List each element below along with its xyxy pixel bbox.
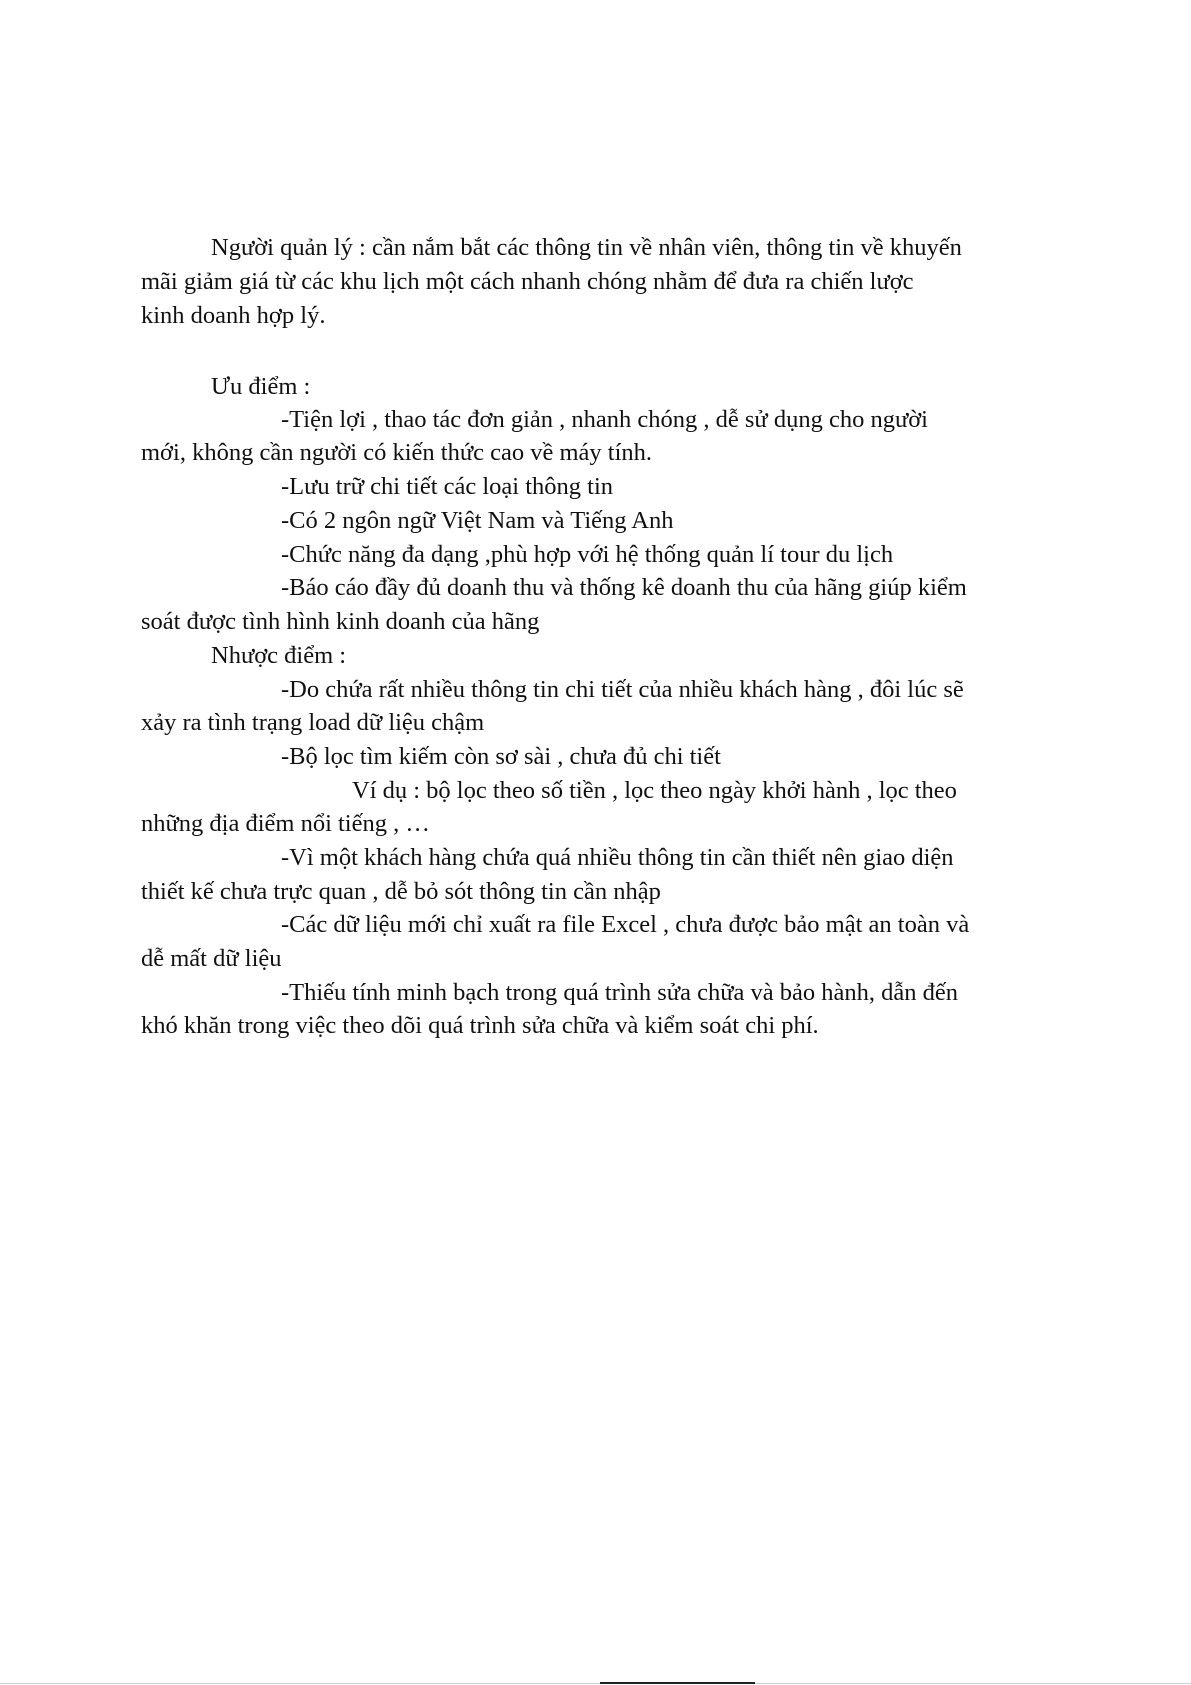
advantage-item-2: -Lưu trữ chi tiết các loại thông tin (281, 473, 614, 500)
disadvantage-item-4-line-2: dễ mất dữ liệu (141, 945, 282, 972)
page-bottom-rule (0, 1683, 1191, 1684)
manager-paragraph-line-3: kinh doanh hợp lý. (141, 302, 326, 329)
disadvantage-item-5-line-1: -Thiếu tính minh bạch trong quá trình sửa chữa và bảo hành, dẫn đến (281, 979, 958, 1006)
disadvantage-item-3-line-1: -Vì một khách hàng chứa quá nhiều thông tin cần thiết nên giao diện (281, 844, 954, 871)
disadvantage-item-2: -Bộ lọc tìm kiếm còn sơ sài , chưa đủ chi tiết (281, 743, 721, 770)
page-bottom-dash (600, 1682, 755, 1684)
disadvantages-heading: Nhược điểm : (211, 642, 347, 669)
disadvantage-item-1-line-2: xảy ra tình trạng load dữ liệu chậm (141, 709, 485, 736)
advantage-item-1-line-2: mới, không cần người có kiến thức cao về máy tính. (141, 439, 653, 466)
advantage-item-1-line-1: -Tiện lợi , thao tác đơn giản , nhanh chóng , dễ sử dụng cho người (281, 406, 928, 433)
advantage-item-4: -Chức năng đa dạng ,phù hợp với hệ thống quản lí tour du lịch (281, 541, 894, 568)
disadvantage-item-4-line-1: -Các dữ liệu mới chỉ xuất ra file Excel , chưa được bảo mật an toàn và (281, 911, 970, 938)
disadvantage-example-line-1: Ví dụ : bộ lọc theo số tiền , lọc theo ngày khởi hành , lọc theo (352, 777, 957, 804)
advantage-item-5-line-1: -Báo cáo đầy đủ doanh thu và thống kê doanh thu của hãng giúp kiểm (281, 574, 967, 601)
disadvantage-item-3-line-2: thiết kế chưa trực quan , dễ bỏ sót thông tin cần nhập (141, 878, 661, 905)
disadvantage-item-5-line-2: khó khăn trong việc theo dõi quá trình sửa chữa và kiểm soát chi phí. (141, 1012, 819, 1039)
manager-paragraph-line-1: Người quản lý : cần nắm bắt các thông tin về nhân viên, thông tin về khuyến (211, 234, 962, 261)
advantages-heading: Ưu điểm : (211, 373, 311, 400)
disadvantage-example-line-2: những địa điểm nổi tiếng , … (141, 810, 430, 837)
disadvantage-item-1-line-1: -Do chứa rất nhiều thông tin chi tiết của nhiều khách hàng , đôi lúc sẽ (281, 676, 964, 703)
advantage-item-5-line-2: soát được tình hình kinh doanh của hãng (141, 608, 540, 635)
advantage-item-3: -Có 2 ngôn ngữ Việt Nam và Tiếng Anh (281, 507, 674, 534)
manager-paragraph-line-2: mãi giảm giá từ các khu lịch một cách nhanh chóng nhằm để đưa ra chiến lược (141, 268, 914, 295)
